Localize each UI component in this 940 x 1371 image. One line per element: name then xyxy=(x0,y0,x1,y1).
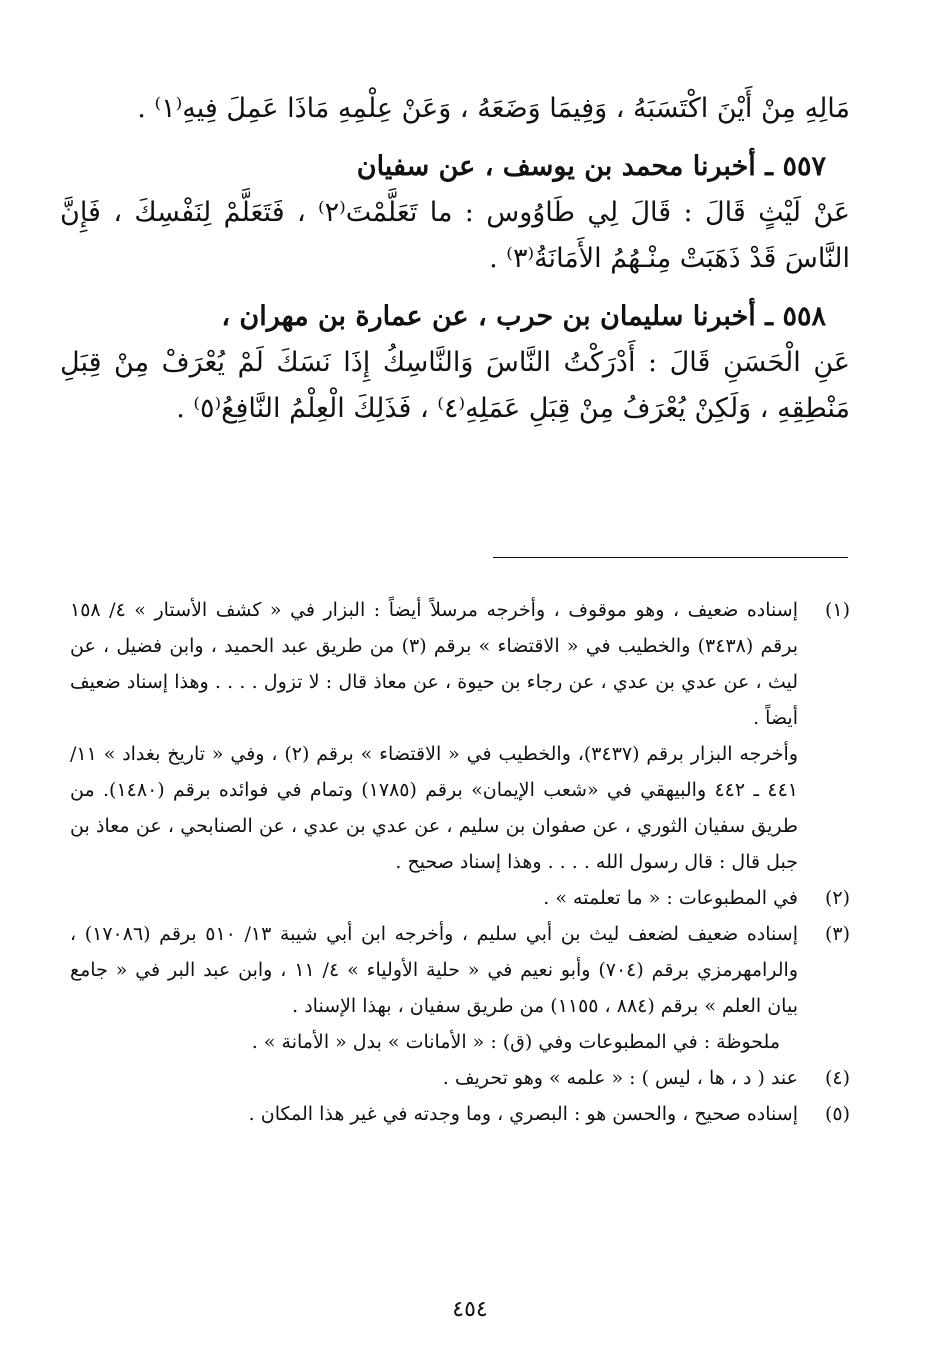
footnote-1 xyxy=(70,592,850,880)
footnote-body xyxy=(70,1060,798,1096)
footnote-4 xyxy=(70,1060,850,1096)
footnote-body xyxy=(70,916,798,1060)
entry-number: ٥٥٨ ـ xyxy=(765,301,826,332)
entry-heading-text: أخبرنا محمد بن يوسف ، عن سفيان xyxy=(356,151,756,182)
footnote-paragraph: في المطبوعات : « ما تعلمته » . xyxy=(543,887,798,909)
footnotes xyxy=(70,592,850,1132)
footnote-body xyxy=(70,592,798,880)
footnote-marker: (٣) xyxy=(824,923,850,945)
footnote-3 xyxy=(70,916,850,1060)
entry-558-heading xyxy=(60,294,850,340)
footnote-marker: (٢) xyxy=(824,887,850,909)
page-number: ٤٥٤ xyxy=(452,1297,488,1322)
footnote-remark: ملحوظة : في المطبوعات وفي (ق) : « الأمانات » بدل « الأمانة » . xyxy=(251,1031,780,1053)
entry-number: ٥٥٧ ـ xyxy=(765,151,826,182)
footnote-marker: (١) xyxy=(824,599,850,621)
footnote-separator xyxy=(493,557,848,558)
footnote-body xyxy=(70,1096,798,1132)
footnote-paragraph: عند ( د ، ها ، ليس ) : « علمه » وهو تحريف . xyxy=(442,1067,798,1089)
footnote-2 xyxy=(70,880,850,916)
footnote-marker: (٤) xyxy=(824,1067,850,1089)
footnote-paragraph: وأخرجه البزار برقم (٣٤٣٧)، والخطيب في « الاقتضاء » برقم (٢) ، وفي « تاريخ بغداد » ١١/ ٤٤١ ـ ٤٤٢ والبيهقي في «شعب الإيمان» برقم (١٧٨٥) وتمام في فوائده برقم (١٤٨٠). من طريق سفيان الثوري ، عن صفوان بن سليم ، عن عدي بن عدي ، عن الصنابحي ، عن معاذ بن جبل قال : قال رسول الله . . . . وهذا إسناد صحيح . xyxy=(70,743,798,873)
entry-557-body: عَنْ لَيْثٍ قَالَ : قَالَ لِي طَاوُوس : ما تَعَلَّمْتَ⁽٢⁾ ، فَتَعَلَّمْ لِنَفْسِكَ ، فَإِنَّ النَّاسَ قَدْ ذَهَبَتْ مِنْـهُمُ الأَمَانَةُ⁽٣⁾ . xyxy=(60,197,851,274)
footnote-5 xyxy=(70,1096,850,1132)
entry-heading-text: أخبرنا سليمان بن حرب ، عن عمارة بن مهران ، xyxy=(221,301,756,332)
main-text xyxy=(60,86,850,432)
footnote-paragraph: إسناده ضعيف ، وهو موقوف ، وأخرجه مرسلاً أيضاً : البزار في « كشف الأستار » ٤/ ١٥٨ برقم (٣٤٣٨) والخطيب في « الاقتضاء » برقم (٣) من طريق عبد الحميد ، وابن فضيل ، عن ليث ، عن عدي بن عدي ، عن رجاء بن حيوة ، عن معاذ قال : لا تزول . . . . وهذا إسناد ضعيف أيضاً . xyxy=(70,599,799,729)
footnote-paragraph: إسناده صحيح ، والحسن هو : البصري ، وما وجدته في غير هذا المكان . xyxy=(248,1103,798,1125)
footnote-paragraph: إسناده ضعيف لضعف ليث بن أبي سليم ، وأخرجه ابن أبي شيبة ١٣/ ٥١٠ برقم (١٧٠٨٦) ، والرامهرمزي برقم (٧٠٤) وأبو نعيم في « حلية الأولياء » ٤/ ١١ ، وابن عبد البر في « جامع بيان العلم » برقم (٨٨٤ ، ١١٥٥) من طريق سفيان ، بهذا الإسناد . xyxy=(70,923,799,1017)
footnote-marker: (٥) xyxy=(824,1103,850,1125)
intro-line: مَالِهِ مِنْ أَيْنَ اكْتَسَبَهُ ، وَفِيمَا وَضَعَهُ ، وَعَنْ عِلْمِهِ مَاذَا عَمِلَ فِيهِ⁽١⁾ . xyxy=(137,93,850,124)
footnote-body xyxy=(70,880,798,916)
entry-558-body: عَنِ الْحَسَنِ قَالَ : أَدْرَكْتُ النَّاسَ وَالنَّاسِكُ إِذَا نَسَكَ لَمْ يُعْرَفْ مِنْ قِبَلِ مَنْطِقِهِ ، وَلَكِنْ يُعْرَفُ مِنْ قِبَلِ عَمَلِهِ⁽٤⁾ ، فَذَلِكَ الْعِلْمُ النَّافِعُ⁽٥⁾ . xyxy=(60,347,850,424)
entry-557-heading xyxy=(60,144,850,190)
